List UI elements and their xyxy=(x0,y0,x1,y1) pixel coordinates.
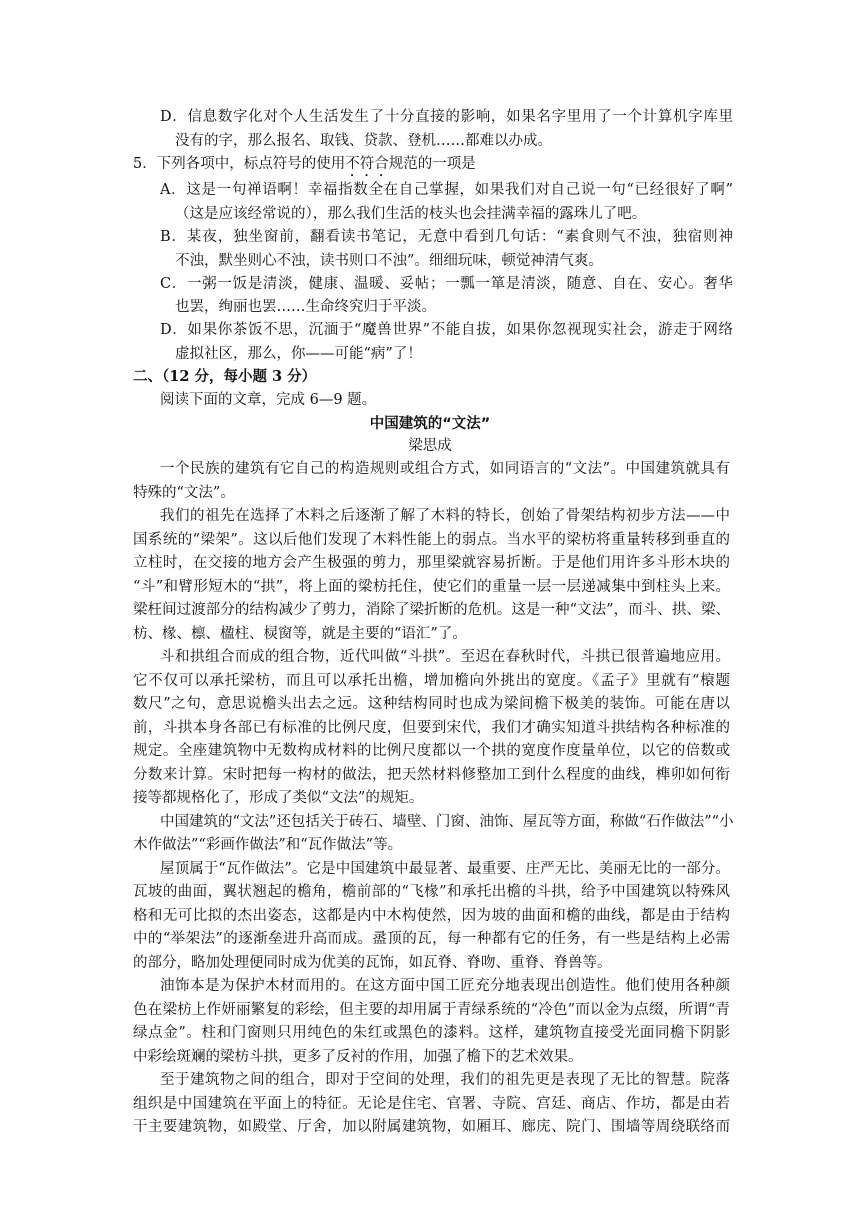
article-line: 接等都规格化了，形成了类似“文法”的规矩。 xyxy=(133,790,424,806)
article-line: 屋顶属于“瓦作做法”。它是中国建筑中最显著、最重要、庄严无比、美丽无比的一部分。 xyxy=(160,861,730,877)
article-line: 的部分，略加处理便同时成为优美的瓦饰，如瓦脊、脊吻、重脊、脊兽等。 xyxy=(133,955,612,971)
article-line: 油饰本是为保护木材而用的。在这方面中国工匠充分地表现出创造性。他们使用各种颜 xyxy=(160,978,730,994)
article-line: 色在梁枋上作妍丽繁复的彩绘，但主要的却用属于青绿系统的“冷色”而以金为点缀，所谓“青 xyxy=(133,1002,730,1018)
article-line: 前，斗拱本身各部已有标准的比例尺度，但要到宋代，我们才确实知道斗拱结构各种标准的 xyxy=(133,720,730,736)
q4-option-d-line2: 没有的字，那么报名、取钱、贷款、登机……都难以办成。 xyxy=(175,133,552,149)
article-line: 绿点金”。柱和门窗则只用纯色的朱红或黑色的漆料。这样，建筑物直接受光面同檐下阴影 xyxy=(133,1025,730,1041)
article-line: 组织是中国建筑在平面上的特征。无论是住宅、官署、寺院、宫廷、商店、作坊，都是由若 xyxy=(133,1096,730,1112)
article-line: 特殊的“文法”。 xyxy=(133,485,235,501)
q5-option-d-line1: D．如果你茶饭不思，沉湎于“魔兽世界”不能自拔，如果你忽视现实社会，游走于网络 xyxy=(160,322,733,338)
article-line: 枋、椽、檩、楹柱、棂窗等，就是主要的“语汇”了。 xyxy=(133,626,467,642)
article-line: “斗”和臂形短木的“拱”，将上面的梁枋托住，使它们的重量一层一层递减集中到柱头上来。 xyxy=(133,579,730,595)
article-line: 我们的祖先在选择了木料之后逐渐了解了木料的特长，创始了骨架结构初步方法——中 xyxy=(160,508,730,524)
q5-option-d-line2: 虚拟社区，那么，你——可能“病”了！ xyxy=(175,346,422,362)
section-instruction: 阅读下面的文章，完成 6—9 题。 xyxy=(160,392,377,408)
article-line: 中彩绘斑斓的梁枋斗拱，更多了反衬的作用，加强了檐下的艺术效果。 xyxy=(133,1049,583,1065)
article-line: 中的“举架法”的逐渐垒进升高而成。盝顶的瓦，每一种都有它的任务，有一些是结构上必需 xyxy=(133,931,730,947)
q5-stem-before: 5．下列各项中，标点符号的使用 xyxy=(133,156,346,172)
q5-stem-after: 规范的一项是 xyxy=(388,156,476,172)
q5-stem-emphasis: 不符合 xyxy=(345,156,389,172)
section-heading: 二、（12 分，每小题 3 分） xyxy=(133,368,317,385)
article-line: 斗和拱组合而成的组合物，近代叫做“斗拱”。至迟在春秋时代，斗拱已很普遍地应用。 xyxy=(160,649,730,665)
article-line: 瓦坡的曲面，翼状翘起的檐角，檐前部的“飞椽”和承托出檐的斗拱，给予中国建筑以特殊风 xyxy=(133,884,730,900)
q5-option-c-line1: C．一粥一饭是清淡，健康、温暖、妥帖；一瓢一箪是清淡，随意、自在、安心。奢华 xyxy=(160,276,733,292)
article-line: 梁枉间过渡部分的结构减少了剪力，消除了梁折断的危机。这是一种“文法”，而斗、拱、梁、 xyxy=(133,602,730,618)
article-line: 立柱时，在交接的地方会产生极强的剪力，那里梁就容易折断。于是他们用许多斗形木块的 xyxy=(133,555,730,571)
article-line: 至于建筑物之间的组合，即对于空间的处理，我们的祖先更是表现了无比的智慧。院落 xyxy=(160,1072,730,1088)
article-line: 格和无可比拟的杰出姿态，这都是内中木构使然，因为坡的曲面和檐的曲线，都是由于结构 xyxy=(133,908,730,924)
q5-option-c-line2: 也罢，绚丽也罢……生命终究归于平淡。 xyxy=(175,299,436,315)
q4-option-d-line1: D．信息数字化对个人生活发生了十分直接的影响，如果名字里用了一个计算机字库里 xyxy=(160,109,733,125)
article-line: 国系统的“梁架”。这以后他们发现了木料性能上的弱点。当水平的梁枋将重量转移到垂直的 xyxy=(133,532,730,548)
q5-stem xyxy=(133,154,733,180)
q5-option-b-line1: B．某夜，独坐窗前，翻看读书笔记，无意中看到几句话：“素食则气不浊，独宿则神 xyxy=(160,229,733,245)
article-line: 它不仅可以承托梁枋，而且可以承托出檐，增加檐向外挑出的宽度。《孟子》里就有“榱题 xyxy=(133,673,730,689)
article-line: 干主要建筑物，如殿堂、厅舍，加以附属建筑物，如厢耳、廊庑、院门、围墙等周绕联络而 xyxy=(133,1119,730,1135)
article-title: 中国建筑的“文法” xyxy=(369,416,491,432)
article-line: 分数来计算。宋时把每一构材的做法，把天然材料修整加工到什么程度的曲线，榫卯如何衔 xyxy=(133,767,730,783)
q5-option-a-line2: （这是应该经常说的），那么我们生活的枝头也会挂满幸福的露珠儿了吧。 xyxy=(175,206,647,222)
q5-option-a-line1: A．这是一句禅语啊！幸福指数全在自己掌握，如果我们对自己说一句“已经很好了啊” xyxy=(160,182,733,198)
article-author: 梁思成 xyxy=(408,438,452,454)
article-line: 中国建筑的“文法”还包括关于砖石、墙壁、门窗、油饰、屋瓦等方面，称做“石作做法”“小 xyxy=(160,814,734,830)
q5-option-b-line2: 不浊，默坐则心不浊，读书则口不浊”。细细玩味，顿觉神清气爽。 xyxy=(175,253,603,269)
article-line: 规定。全座建筑物中无数构成材料的比例尺度都以一个拱的宽度作度量单位，以它的倍数或 xyxy=(133,743,730,759)
article-line: 木作做法”“彩画作做法”和“瓦作做法”等。 xyxy=(133,837,403,853)
article-line: 数尺”之句，意思说檐头出去之远。这种结构同时也成为梁间檐下极美的装饰。可能在唐以 xyxy=(133,696,730,712)
article-line: 一个民族的建筑有它自己的构造规则或组合方式，如同语言的“文法”。中国建筑就具有 xyxy=(160,461,730,477)
